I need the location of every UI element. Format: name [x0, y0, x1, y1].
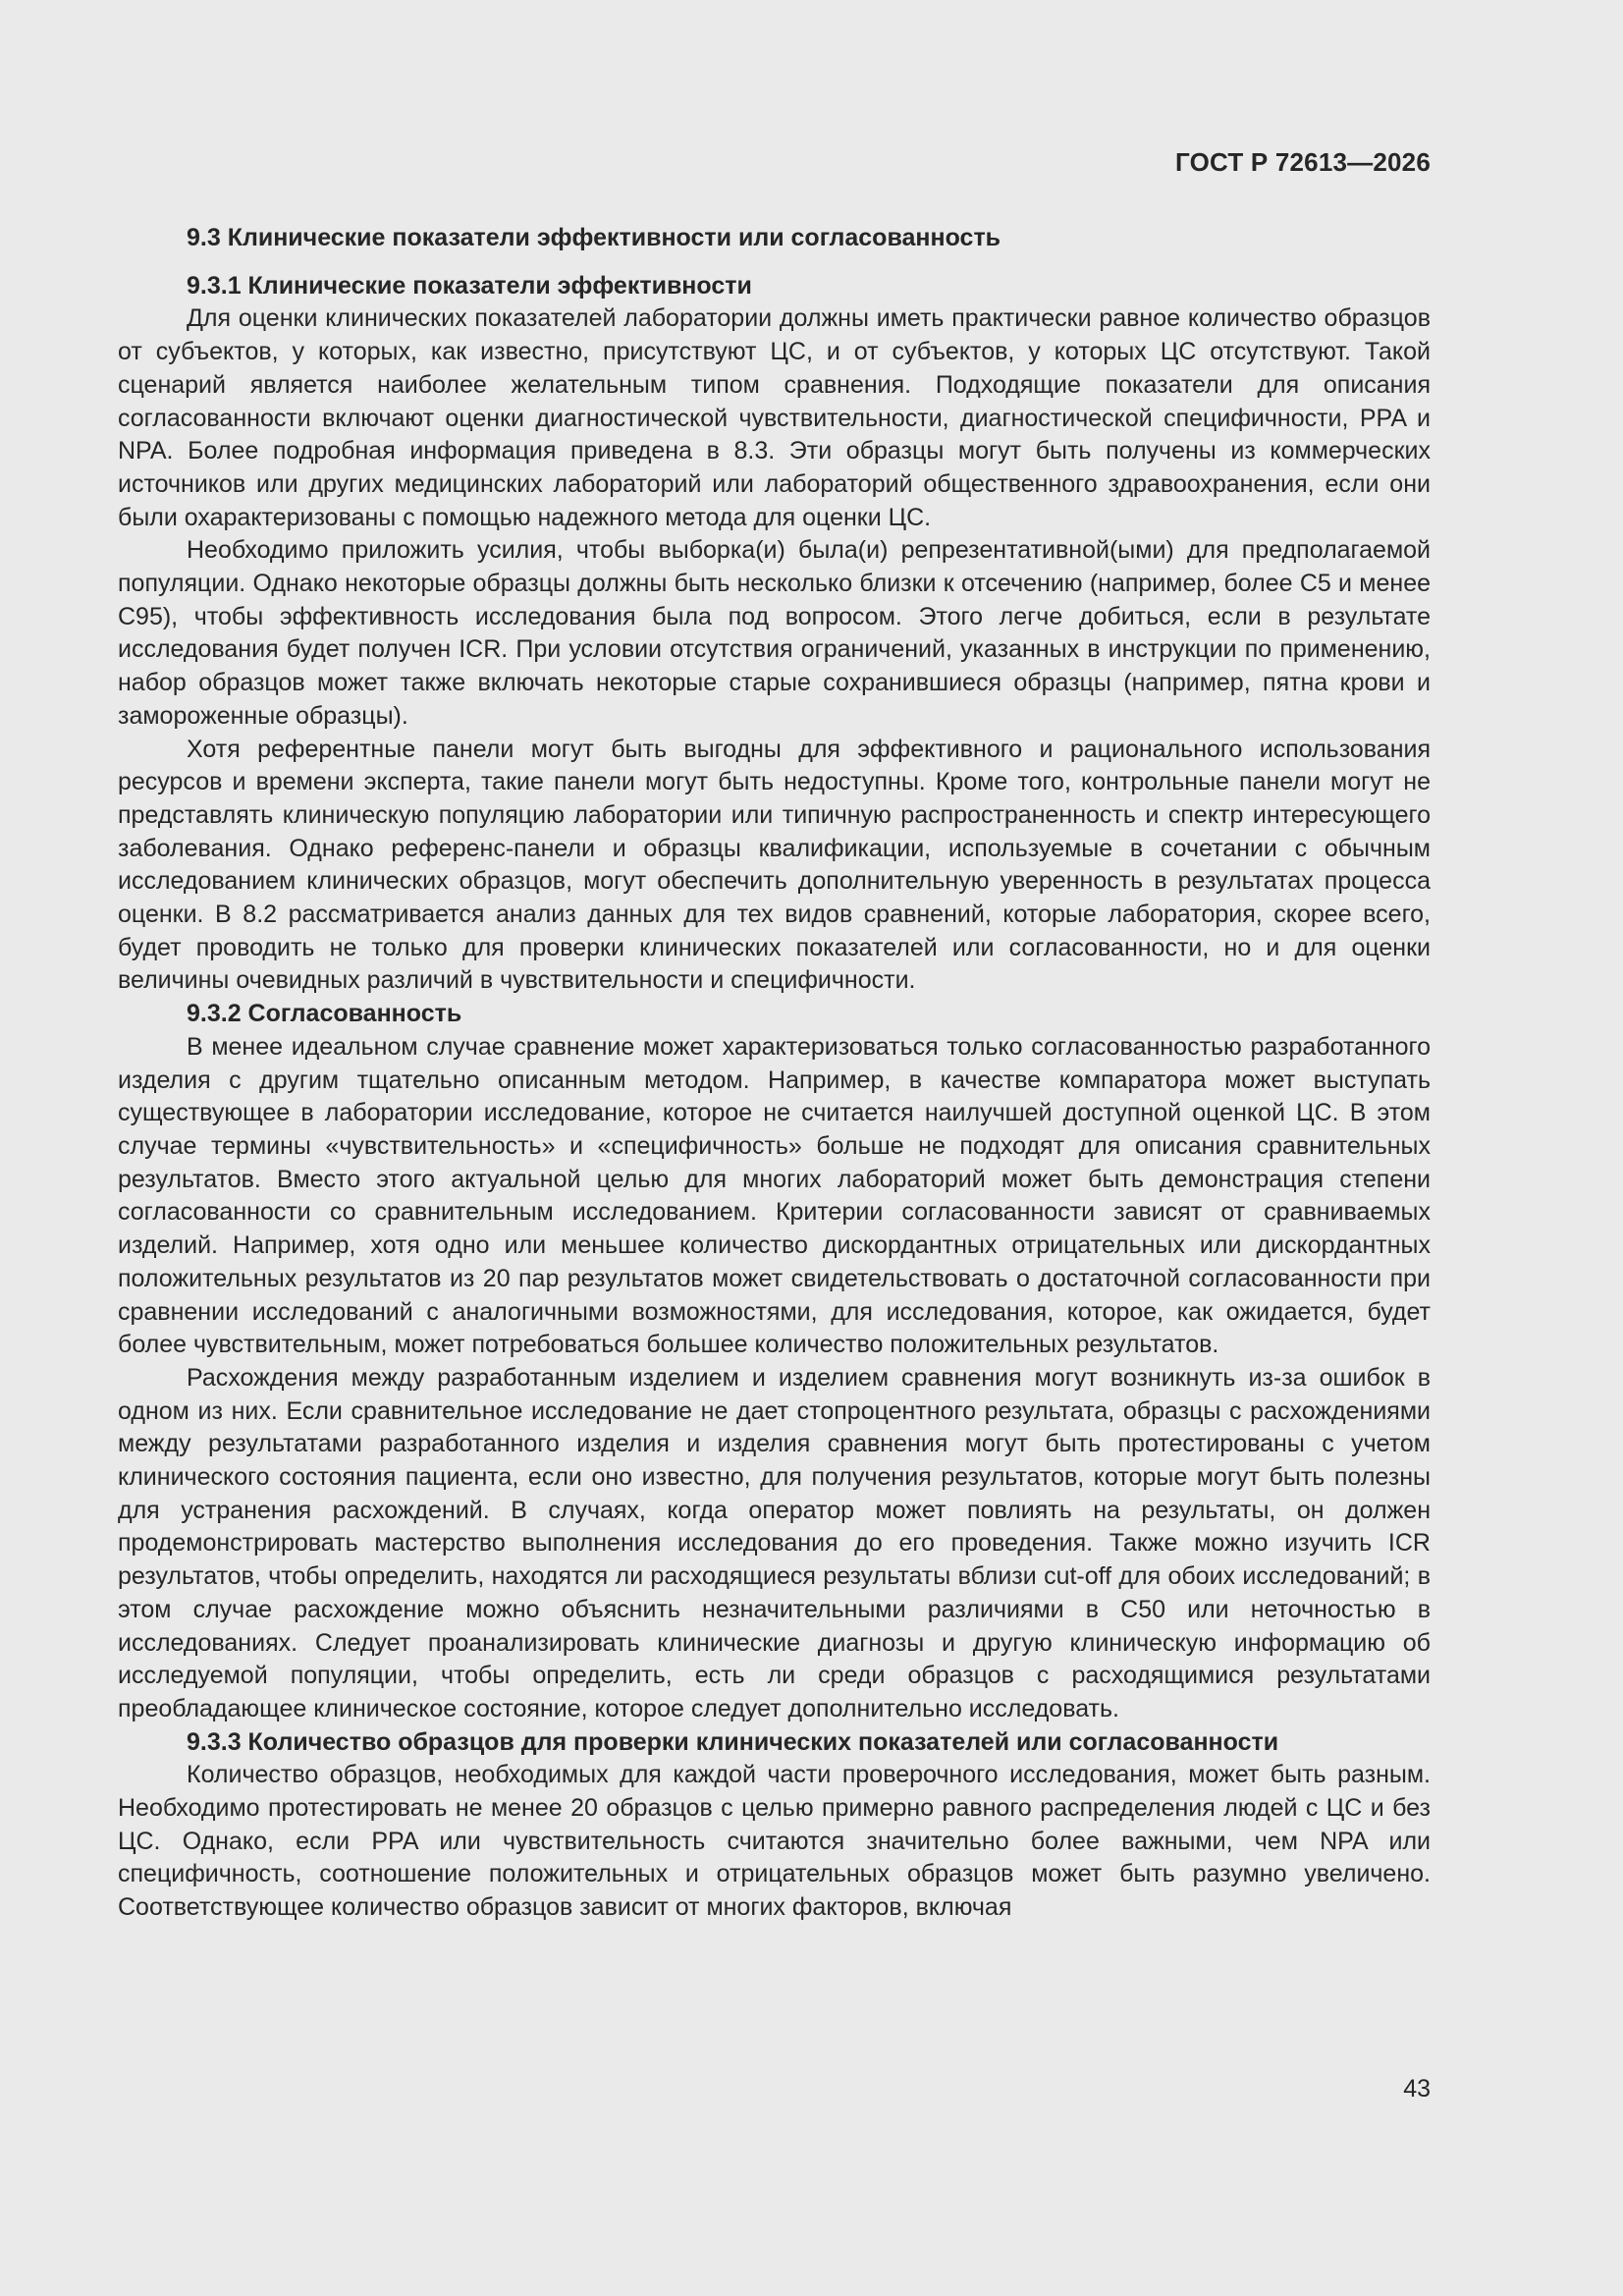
section-9-3-1-heading: 9.3.1 Клинические показатели эффективности — [187, 271, 752, 300]
document-code: ГОСТ Р 72613—2026 — [1175, 147, 1431, 177]
section-9-3-2-heading: 9.3.2 Согласованность — [187, 1000, 462, 1028]
page-number: 43 — [1403, 2075, 1431, 2103]
section-9-3-1-paragraph: Необходимо приложить усилия, чтобы выборка(и) была(и) репрезентативной(ыми) для предполагаемой популяции. Однако некоторые образцы должны быть несколько близки к отсечению (например, более C5 и менее C95), чтобы эффективность исследования была под вопросом. Этого легче добиться, если в результате исследования будет получен ICR. При условии отсутствия ограничений, указанных в инструкции по применению, набор образцов может также включать некоторые старые сохранившиеся образцы (например, пятна крови и замороженные образцы). — [118, 536, 1431, 730]
section-9-3-heading: 9.3 Клинические показатели эффективности или согласованность — [187, 224, 1001, 251]
section-9-3-1-paragraph: Для оценки клинических показателей лаборатории должны иметь практически равное количество образцов от субъектов, у которых, как известно, присутствуют ЦС, и от субъектов, у которых ЦС отсутствуют. Такой сценарий является наиболее желательным типом сравнения. Подходящие показатели для описания согласованности включают оценки диагностической чувствительности, диагностической специфичности, PPA и NPA. Более подробная информация приведена в 8.3. Эти образцы могут быть получены из коммерческих источников или других медицинских лабораторий или лабораторий общественного здравоохранения, если они были охарактеризованы с помощью надежного метода для оценки ЦС. — [118, 304, 1431, 531]
section-9-3-2-paragraph: В менее идеальном случае сравнение может характеризоваться только согласованностью разработанного изделия с другим тщательно описанным методом. Например, в качестве компаратора может выступать существующее в лаборатории исследование, которое не считается наилучшей доступной оценкой ЦС. В этом случае термины «чувствительность» и «специфичность» больше не подходят для описания сравнительных результатов. Вместо этого актуальной целью для многих лабораторий может быть демонстрация степени согласованности со сравнительным исследованием. Критерии согласованности зависят от сравниваемых изделий. Например, хотя одно или меньшее количество дискордантных отрицательных или дискордантных положительных результатов из 20 пар результатов может свидетельствовать о достаточной согласованности при сравнении исследований с аналогичными возможностями, для исследования, которое, как ожидается, будет более чувствительным, может потребоваться большее количество положительных результатов. — [118, 1032, 1431, 1359]
section-9-3-2-paragraph: Расхождения между разработанным изделием и изделием сравнения могут возникнуть из-за ошибок в одном из них. Если сравнительное исследование не дает стопроцентного результата, образцы с расхождениями между результатами разработанного изделия и изделия сравнения могут быть протестированы с учетом клинического состояния пациента, если оно известно, для получения результатов, которые могут быть полезны для устранения расхождений. В случаях, когда оператор может повлиять на результаты, он должен продемонстрировать мастерство выполнения исследования до его проведения. Также можно изучить ICR результатов, чтобы определить, находятся ли расходящиеся результаты вблизи cut-off для обоих исследований; в этом случае расхождение можно объяснить незначительными различиями в C50 или неточностью в исследованиях. Следует проанализировать клинические диагнозы и другую клиническую информацию об исследуемой популяции, чтобы определить, есть ли среди образцов с расходящимися результатами преобладающее клиническое состояние, которое следует дополнительно исследовать. — [118, 1363, 1431, 1722]
section-9-3-3-paragraph: Количество образцов, необходимых для каждой части проверочного исследования, может быть разным. Необходимо протестировать не менее 20 образцов с целью примерно равного распределения людей с ЦС и без ЦС. Однако, если PPA или чувствительность считаются значительно более важными, чем NPA или специфичность, соотношение положительных и отрицательных образцов может быть разумно увеличено. Соответствующее количество образцов зависит от многих факторов, включая — [118, 1761, 1431, 1922]
document-body — [118, 222, 1431, 1925]
section-9-3-3-heading: 9.3.3 Количество образцов для проверки клинических показателей или согласованности — [187, 1727, 1279, 1756]
section-9-3-1-paragraph: Хотя референтные панели могут быть выгодны для эффективного и рационального использования ресурсов и времени эксперта, такие панели могут быть недоступны. Кроме того, контрольные панели могут не представлять клиническую популяцию лаборатории или типичную распространенность и спектр интересующего заболевания. Однако референс-панели и образцы квалификации, используемые в сочетании с обычным исследованием клинических образцов, могут обеспечить дополнительную уверенность в результатах процесса оценки. В 8.2 рассматривается анализ данных для тех видов сравнений, которые лаборатория, скорее всего, будет проводить не только для проверки клинических показателей или согласованности, но и для оценки величины очевидных различий в чувствительности и специфичности. — [118, 735, 1431, 995]
